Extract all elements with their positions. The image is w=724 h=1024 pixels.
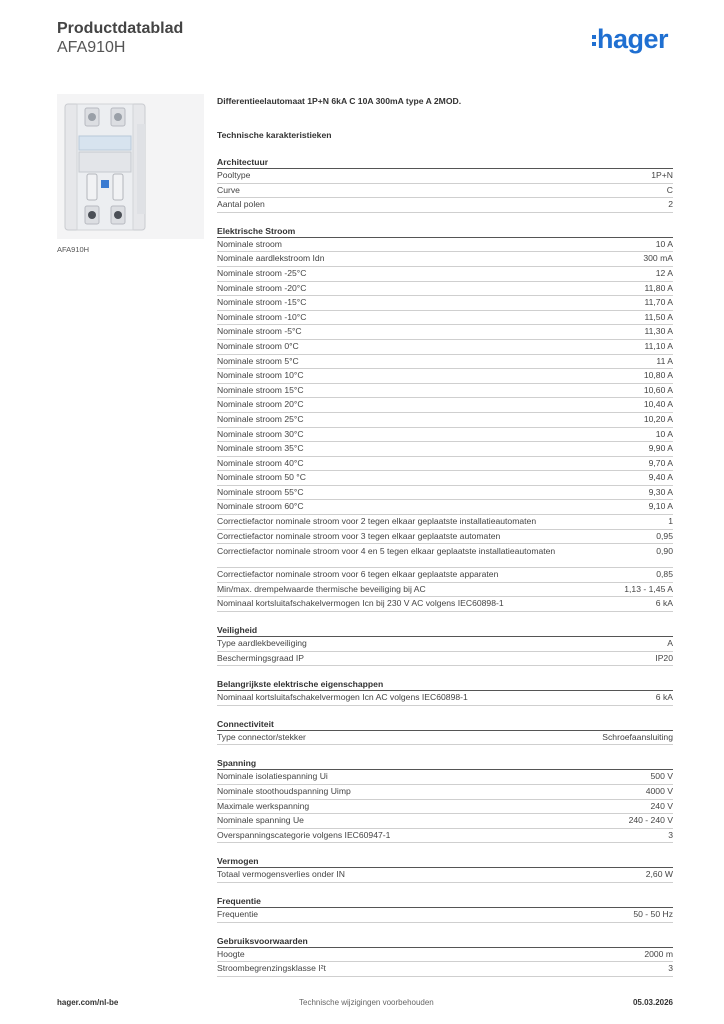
spec-row	[217, 428, 673, 443]
spec-sections	[217, 156, 673, 977]
spec-row	[217, 597, 673, 612]
spec-row	[217, 457, 673, 472]
spec-label: Curve	[217, 184, 240, 195]
spec-label: Nominale stroom -5°C	[217, 326, 302, 337]
spec-value: 3	[668, 829, 673, 840]
spec-label: Min/max. drempelwaarde thermische beveiliging bij AC	[217, 583, 426, 594]
spec-label: Nominale stroom 20°C	[217, 399, 304, 410]
spec-label: Nominale spanning Ue	[217, 815, 304, 826]
spec-row	[217, 486, 673, 501]
footer-website: hager.com/nl-be	[57, 998, 119, 1007]
spec-value: 11 A	[656, 355, 673, 366]
spec-row	[217, 252, 673, 267]
spec-label: Nominale stroom -25°C	[217, 267, 307, 278]
spec-row	[217, 962, 673, 977]
spec-row	[217, 442, 673, 457]
spec-label: Nominaal kortsluitafschakelvermogen Icn bij 230 V AC volgens IEC60898-1	[217, 598, 504, 609]
spec-label: Correctiefactor nominale stroom voor 4 en 5 tegen elkaar geplaatste installatieautomaten	[217, 546, 556, 557]
spec-row	[217, 198, 673, 213]
spec-value: 0,90	[656, 546, 673, 557]
spec-label: Nominale stroom 30°C	[217, 428, 304, 439]
spec-value: C	[666, 184, 673, 195]
spec-label: Aantal polen	[217, 199, 265, 210]
product-description: Differentieelautomaat 1P+N 6kA C 10A 300mA type A 2MOD.	[217, 96, 462, 106]
spec-row	[217, 238, 673, 253]
spec-value: A	[667, 638, 673, 649]
spec-label: Maximale werkspanning	[217, 800, 310, 811]
spec-value: 11,70 A	[644, 297, 673, 308]
spec-row	[217, 948, 673, 963]
spec-value: 10,40 A	[643, 399, 673, 410]
spec-label: Nominale stroom -15°C	[217, 297, 307, 308]
spec-row	[217, 908, 673, 923]
spec-label: Nominale stroom 40°C	[217, 457, 304, 468]
spec-label: Nominale stroom 10°C	[217, 370, 304, 381]
hager-logo	[592, 26, 668, 53]
spec-row	[217, 471, 673, 486]
spec-value: 10,60 A	[643, 384, 673, 395]
footer-note: Technische wijzigingen voorbehouden	[299, 998, 434, 1007]
spec-value: 10,20 A	[643, 413, 673, 424]
spec-value: 3	[668, 963, 673, 974]
spec-label: Nominale stroom 15°C	[217, 384, 304, 395]
section-title: Belangrijkste elektrische eigenschappen	[217, 678, 673, 691]
spec-row	[217, 583, 673, 598]
spec-row	[217, 731, 673, 746]
spec-label: Nominale stroom 5°C	[217, 355, 299, 366]
spec-value: 11,30 A	[644, 326, 673, 337]
page-header	[57, 20, 183, 57]
document-title: Productdatablad	[57, 20, 184, 37]
spec-label: Overspanningscategorie volgens IEC60947-1	[217, 829, 391, 840]
spec-row	[217, 691, 673, 706]
spec-label: Type connector/stekker	[217, 731, 306, 742]
spec-row	[217, 785, 673, 800]
section-title: Gebruiksvoorwaarden	[217, 935, 673, 948]
spec-section	[217, 678, 673, 706]
spec-value: 0,85	[656, 569, 673, 580]
spec-value: 240 - 240 V	[628, 815, 673, 826]
spec-value: 9,40 A	[648, 472, 673, 483]
spec-value: 240 V	[650, 800, 673, 811]
spec-label: Nominale stroom -20°C	[217, 282, 307, 293]
product-code: AFA910H	[57, 39, 126, 56]
spec-value: 2000 m	[644, 948, 673, 959]
spec-value: 2	[668, 199, 673, 210]
spec-section	[217, 624, 673, 666]
spec-label: Beschermingsgraad IP	[217, 652, 304, 663]
section-title: Elektrische Stroom	[217, 225, 673, 238]
circuit-breaker-illustration	[57, 94, 204, 239]
spec-row	[217, 652, 673, 667]
section-title: Spanning	[217, 757, 673, 770]
spec-label: Totaal vermogensverlies onder IN	[217, 869, 346, 880]
spec-row	[217, 267, 673, 282]
spec-row	[217, 829, 673, 844]
spec-value: 9,30 A	[648, 486, 673, 497]
spec-section	[217, 935, 673, 977]
spec-row	[217, 770, 673, 785]
spec-value: 10 A	[655, 428, 673, 439]
spec-label: Correctiefactor nominale stroom voor 6 tegen elkaar geplaatste apparaten	[217, 569, 499, 580]
spec-row	[217, 340, 673, 355]
spec-value: 300 mA	[643, 253, 673, 264]
spec-label: Nominale stroom	[217, 238, 282, 249]
spec-value: Schroefaansluiting	[602, 731, 673, 742]
spec-label: Nominale stroom 35°C	[217, 443, 304, 454]
spec-label: Nominaal kortsluitafschakelvermogen Icn AC volgens IEC60898-1	[217, 692, 468, 703]
spec-value: 10,80 A	[643, 370, 673, 381]
spec-row	[217, 800, 673, 815]
spec-label: Nominale stoothoudspanning Uimp	[217, 786, 351, 796]
spec-section	[217, 855, 673, 883]
spec-label: Nominale stroom 50 °C	[217, 472, 306, 483]
section-title: Vermogen	[217, 855, 673, 868]
spec-value: 1	[668, 516, 673, 527]
spec-row	[217, 384, 673, 399]
spec-value: 50 - 50 Hz	[633, 908, 673, 919]
spec-label: Nominale stroom 55°C	[217, 486, 304, 497]
logo-text: hager	[597, 24, 669, 54]
product-image	[57, 94, 204, 239]
spec-value: 4000 V	[645, 786, 673, 796]
spec-value: 11,50 A	[644, 311, 673, 322]
spec-label: Nominale stroom 25°C	[217, 413, 304, 424]
spec-section	[217, 156, 673, 213]
spec-value: 11,10 A	[644, 340, 673, 351]
spec-label: Frequentie	[217, 908, 259, 919]
spec-value: 10 A	[655, 238, 673, 249]
spec-label: Nominale stroom 60°C	[217, 501, 304, 512]
spec-value: 11,80 A	[644, 282, 673, 293]
spec-value: 6 kA	[655, 692, 673, 703]
spec-row	[217, 637, 673, 652]
spec-row	[217, 544, 673, 568]
spec-value: 1P+N	[651, 170, 673, 180]
spec-label: Nominale isolatiespanning Ui	[217, 771, 328, 782]
spec-row	[217, 398, 673, 413]
spec-row	[217, 311, 673, 326]
spec-label: Type aardlekbeveiliging	[217, 638, 307, 649]
spec-row	[217, 355, 673, 370]
section-title: Veiligheid	[217, 624, 673, 637]
spec-content	[217, 96, 673, 977]
spec-row	[217, 568, 673, 583]
spec-value: 9,10 A	[648, 501, 673, 512]
spec-label: Nominale stroom -10°C	[217, 311, 307, 322]
section-title: Frequentie	[217, 895, 673, 908]
tech-heading: Technische karakteristieken	[217, 130, 332, 140]
spec-section	[217, 718, 673, 746]
spec-row	[217, 296, 673, 311]
logo-dots-icon	[592, 32, 596, 49]
spec-value: 9,70 A	[648, 457, 673, 468]
spec-row	[217, 282, 673, 297]
spec-section	[217, 757, 673, 843]
spec-label: Nominale stroom 0°C	[217, 340, 299, 351]
spec-label: Correctiefactor nominale stroom voor 2 tegen elkaar geplaatste installatieautomaten	[217, 516, 537, 527]
spec-row	[217, 814, 673, 829]
spec-row	[217, 515, 673, 530]
spec-value: 12 A	[655, 267, 673, 278]
spec-value: 0,95	[656, 530, 673, 541]
spec-value: 6 kA	[655, 598, 673, 609]
section-title: Connectiviteit	[217, 718, 673, 731]
spec-value: IP20	[655, 652, 673, 663]
spec-value: 9,90 A	[648, 443, 673, 454]
spec-label: Correctiefactor nominale stroom voor 3 tegen elkaar geplaatste automaten	[217, 530, 501, 541]
spec-row	[217, 369, 673, 384]
spec-label: Pooltype	[217, 170, 251, 180]
spec-row	[217, 500, 673, 515]
spec-row	[217, 530, 673, 545]
spec-value: 500 V	[650, 771, 673, 782]
spec-value: 2,60 W	[645, 869, 673, 880]
spec-row	[217, 325, 673, 340]
spec-row	[217, 413, 673, 428]
spec-row	[217, 184, 673, 199]
image-caption: AFA910H	[57, 245, 90, 254]
section-title: Architectuur	[217, 156, 673, 169]
spec-row	[217, 868, 673, 883]
spec-section	[217, 225, 673, 612]
spec-label: Nominale aardlekstroom Idn	[217, 253, 325, 264]
footer-date: 05.03.2026	[632, 998, 673, 1007]
spec-value: 1,13 - 1,45 A	[624, 583, 673, 594]
spec-label: Hoogte	[217, 948, 245, 959]
spec-row	[217, 169, 673, 184]
spec-label: Stroombegrenzingsklasse I²t	[217, 963, 326, 974]
spec-section	[217, 895, 673, 923]
